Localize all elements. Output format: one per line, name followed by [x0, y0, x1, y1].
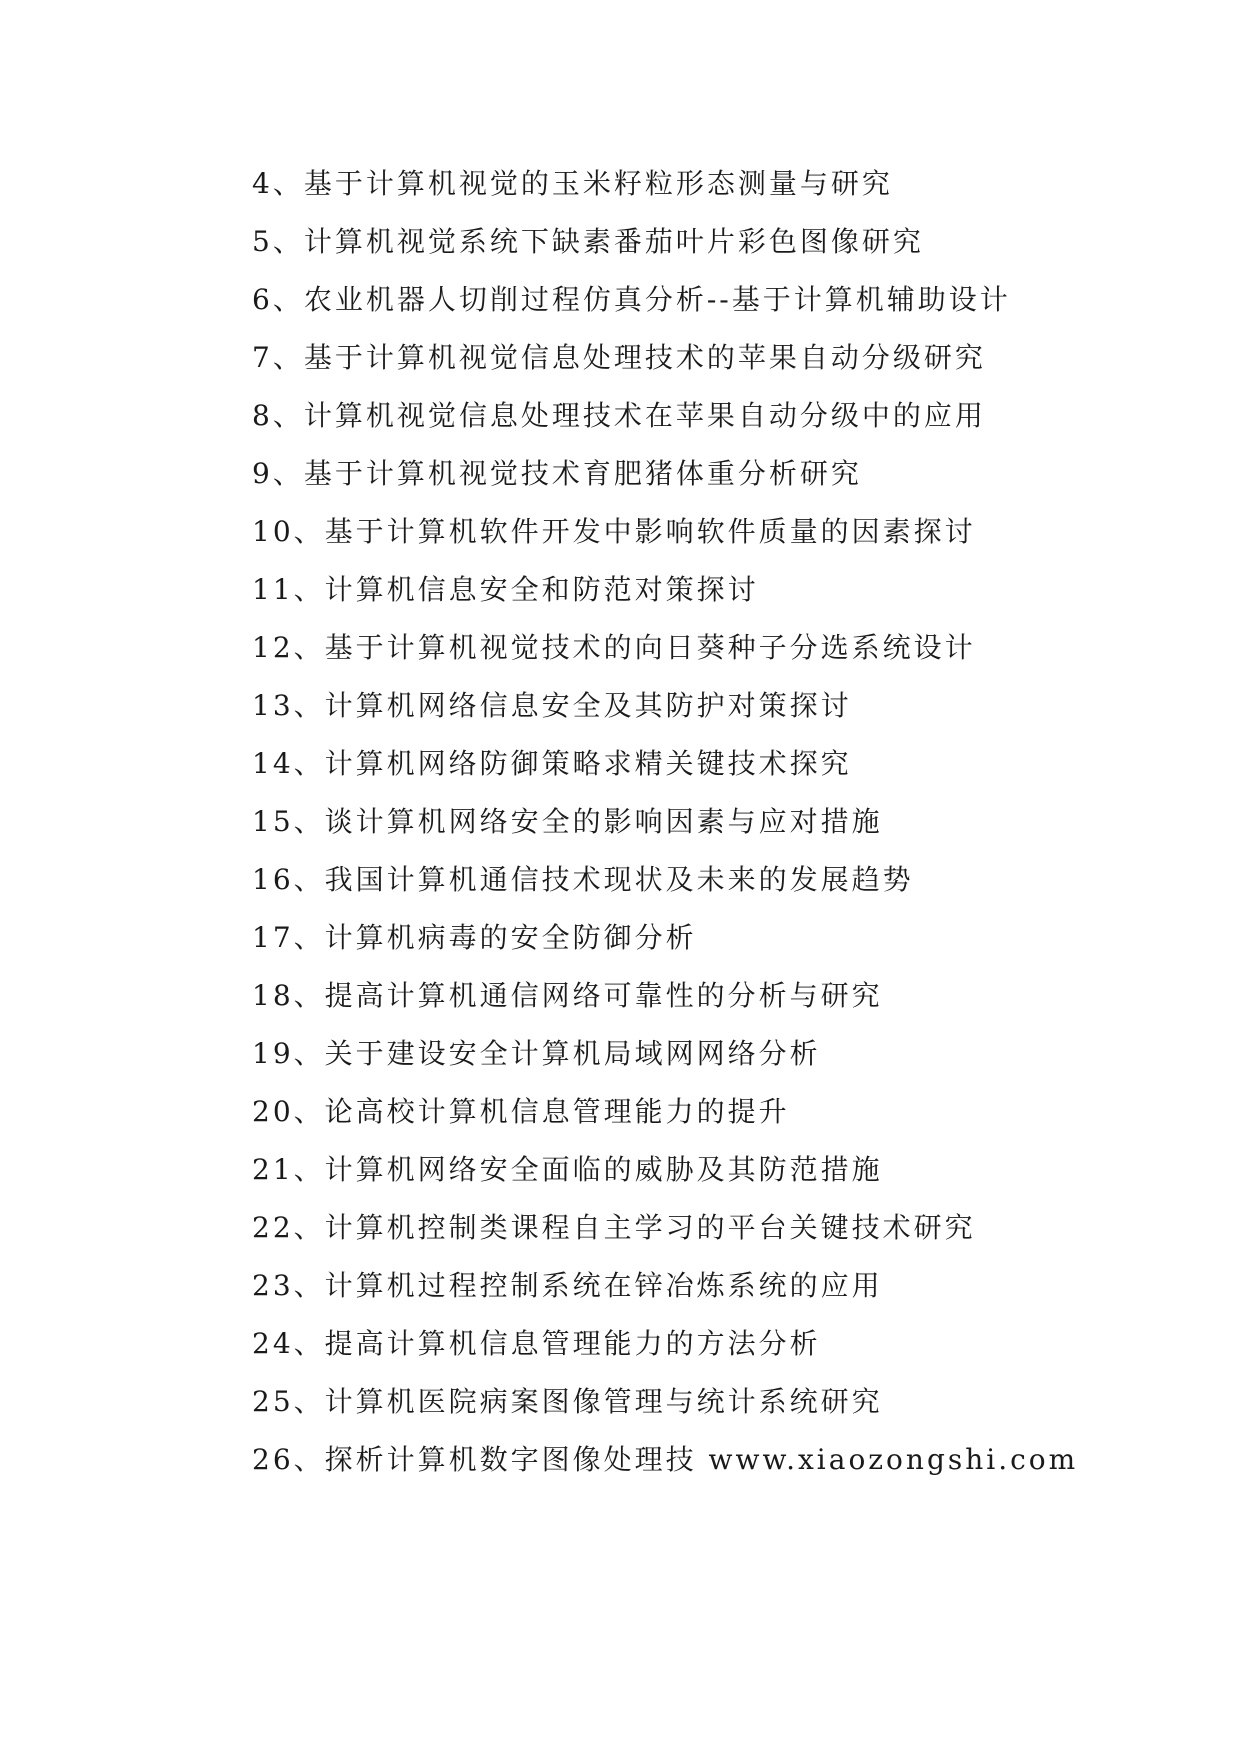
list-item: 16、我国计算机通信技术现状及未来的发展趋势 [252, 863, 914, 896]
list-item: 9、基于计算机视觉技术育肥猪体重分析研究 [252, 457, 862, 490]
list-item: 6、农业机器人切削过程仿真分析--基于计算机辅助设计 [252, 283, 1011, 316]
list-item: 24、提高计算机信息管理能力的方法分析 [252, 1327, 821, 1360]
list-item: 18、提高计算机通信网络可靠性的分析与研究 [252, 979, 883, 1012]
list-item: 7、基于计算机视觉信息处理技术的苹果自动分级研究 [252, 341, 986, 374]
list-item: 21、计算机网络安全面临的威胁及其防范措施 [252, 1153, 883, 1186]
list-item: 5、计算机视觉系统下缺素番茄叶片彩色图像研究 [252, 225, 924, 258]
list-item: 19、关于建设安全计算机局域网网络分析 [252, 1037, 821, 1070]
list-item: 4、基于计算机视觉的玉米籽粒形态测量与研究 [252, 167, 893, 200]
list-item: 10、基于计算机软件开发中影响软件质量的因素探讨 [252, 515, 976, 548]
list-item: 22、计算机控制类课程自主学习的平台关键技术研究 [252, 1211, 976, 1244]
list-item: 11、计算机信息安全和防范对策探讨 [252, 573, 759, 606]
list-item: 23、计算机过程控制系统在锌冶炼系统的应用 [252, 1269, 883, 1302]
list-item: 26、探析计算机数字图像处理技 www.xiaozongshi.com [252, 1443, 1079, 1476]
list-item: 25、计算机医院病案图像管理与统计系统研究 [252, 1385, 883, 1418]
paper-title-list [0, 155, 1241, 1489]
list-item: 15、谈计算机网络安全的影响因素与应对措施 [252, 805, 883, 838]
list-item: 8、计算机视觉信息处理技术在苹果自动分级中的应用 [252, 399, 986, 432]
list-item: 12、基于计算机视觉技术的向日葵种子分选系统设计 [252, 631, 976, 664]
list-item: 20、论高校计算机信息管理能力的提升 [252, 1095, 790, 1128]
list-item: 14、计算机网络防御策略求精关键技术探究 [252, 747, 852, 780]
list-item: 17、计算机病毒的安全防御分析 [252, 921, 697, 954]
list-item: 13、计算机网络信息安全及其防护对策探讨 [252, 689, 852, 722]
